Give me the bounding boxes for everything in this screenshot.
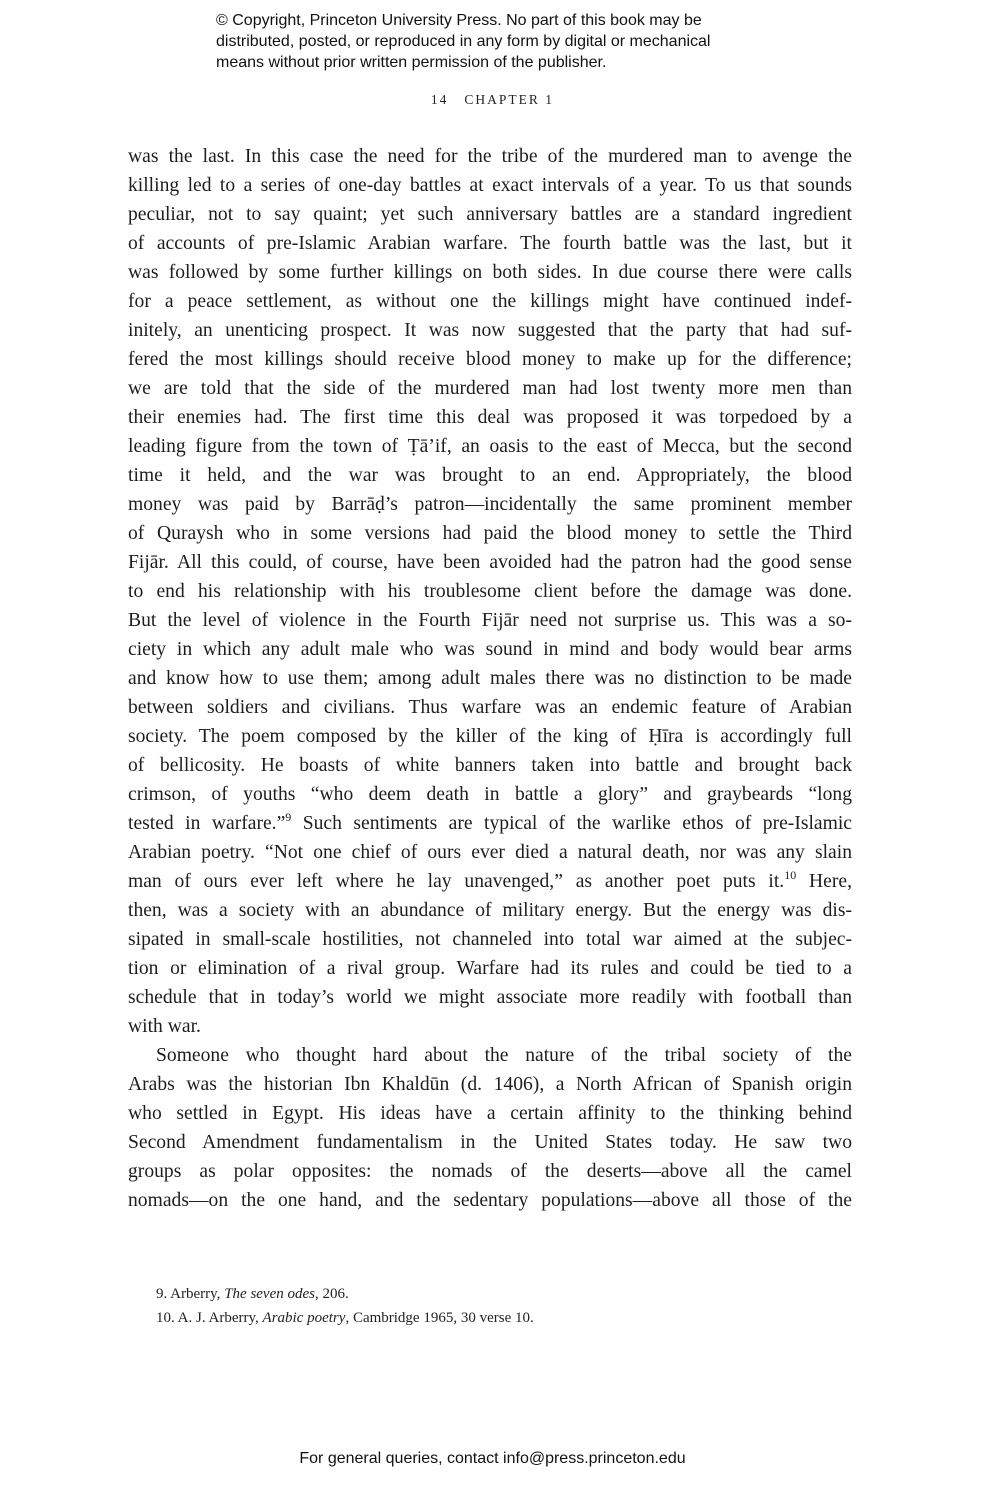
text-line: schedule that in today’s world we might associate more readily with football than [128, 987, 852, 1008]
text-segment: Here, [796, 871, 852, 892]
text-line: Arabian poetry. “Not one chief of ours ever died a natural death, nor was any slain [128, 842, 852, 863]
text-segment: Such sentiments are typical of the warlike ethos of pre-Islamic [291, 813, 853, 834]
text-line: was followed by some further killings on both sides. In due course there were calls [128, 262, 852, 283]
text-line: crimson, of youths “who deem death in battle a glory” and graybeards “long [128, 784, 852, 805]
footnotes [156, 1282, 856, 1330]
footnote-title: Arabic poetry [262, 1310, 346, 1326]
footnote-text: 9. Arberry, [156, 1286, 225, 1302]
text-line: money was paid by Barrāḍ’s patron—incidentally the same prominent member [128, 494, 852, 515]
text-line [128, 809, 852, 838]
text-line [128, 867, 852, 896]
body-text [128, 142, 852, 1215]
text-line: we are told that the side of the murdered man had lost twenty more men than [128, 378, 852, 399]
text-line: killing led to a series of one-day battles at exact intervals of a year. To us that sounds [128, 175, 852, 196]
text-line: to end his relationship with his troublesome client before the damage was done. [128, 581, 852, 602]
text-line: fered the most killings should receive blood money to make up for the difference; [128, 349, 852, 370]
footnote-text: 10. A. J. Arberry, [156, 1310, 263, 1326]
text-line: tion or elimination of a rival group. Warfare had its rules and could be tied to a [128, 958, 852, 979]
text-line: then, was a society with an abundance of military energy. But the energy was dis- [128, 900, 852, 921]
text-line: for a peace settlement, as without one the killings might have continued indef- [128, 291, 852, 312]
text-line: between soldiers and civilians. Thus warfare was an endemic feature of Arabian [128, 697, 852, 718]
chapter-label: CHAPTER 1 [464, 92, 555, 107]
text-line: Someone who thought hard about the nature of the tribal society of the [156, 1045, 852, 1066]
copyright-notice [216, 10, 816, 73]
footnote-text: , Cambridge 1965, 30 verse 10. [345, 1310, 534, 1326]
running-head [0, 92, 985, 108]
text-line: initely, an unenticing prospect. It was now suggested that the party that had suf- [128, 320, 852, 341]
text-line: leading figure from the town of Ṭā’if, an oasis to the east of Mecca, but the second [128, 436, 852, 457]
text-line: time it held, and the war was brought to an end. Appropriately, the blood [128, 465, 852, 486]
text-line: Second Amendment fundamentalism in the United States today. He saw two [128, 1132, 852, 1153]
page-number: 14 [430, 92, 449, 107]
text-line: But the level of violence in the Fourth Fijār need not surprise us. This was a so- [128, 610, 852, 631]
footnote-ref-10[interactable]: 10 [784, 868, 797, 882]
text-line: sipated in small-scale hostilities, not channeled into total war aimed at the subjec- [128, 929, 852, 950]
footnote-ref-9[interactable]: 9 [285, 810, 292, 824]
text-line: of accounts of pre-Islamic Arabian warfare. The fourth battle was the last, but it [128, 233, 852, 254]
footnote-10 [156, 1306, 856, 1330]
text-line: who settled in Egypt. His ideas have a certain affinity to the thinking behind [128, 1103, 852, 1124]
footer-contact: For general queries, contact info@press.princeton.edu [299, 1450, 686, 1467]
text-line: groups as polar opposites: the nomads of the deserts—above all the camel [128, 1161, 852, 1182]
text-line: peculiar, not to say quaint; yet such anniversary battles are a standard ingredient [128, 204, 852, 225]
text-line: with war. [128, 1016, 201, 1037]
footnote-title: The seven odes [224, 1286, 315, 1302]
text-line: their enemies had. The first time this deal was proposed it was torpedoed by a [128, 407, 852, 428]
copyright-line: means without prior written permission of the publisher. [216, 54, 607, 71]
text-line: Arabs was the historian Ibn Khaldūn (d. 1406), a North African of Spanish origin [128, 1074, 852, 1095]
text-line: ciety in which any adult male who was sound in mind and body would bear arms [128, 639, 852, 660]
text-line: of bellicosity. He boasts of white banners taken into battle and brought back [128, 755, 852, 776]
text-line: of Quraysh who in some versions had paid the blood money to settle the Third [128, 523, 852, 544]
text-segment: tested in warfare.” [128, 813, 286, 834]
footnote-9 [156, 1282, 856, 1306]
text-line: society. The poem composed by the killer of the king of Ḥīra is accordingly full [128, 726, 852, 747]
text-line: nomads—on the one hand, and the sedentary populations—above all those of the [128, 1190, 852, 1211]
text-line: and know how to use them; among adult males there was no distinction to be made [128, 668, 852, 689]
footnote-text: , 206. [315, 1286, 349, 1302]
copyright-line: distributed, posted, or reproduced in any form by digital or mechanical [216, 33, 711, 50]
text-line: was the last. In this case the need for the tribe of the murdered man to avenge the [128, 146, 852, 167]
text-line: Fijār. All this could, of course, have been avoided had the patron had the good sense [128, 552, 852, 573]
text-segment: man of ours ever left where he lay unavenged,” as another poet puts it. [128, 871, 785, 892]
copyright-line: © Copyright, Princeton University Press. No part of this book may be [216, 12, 702, 29]
